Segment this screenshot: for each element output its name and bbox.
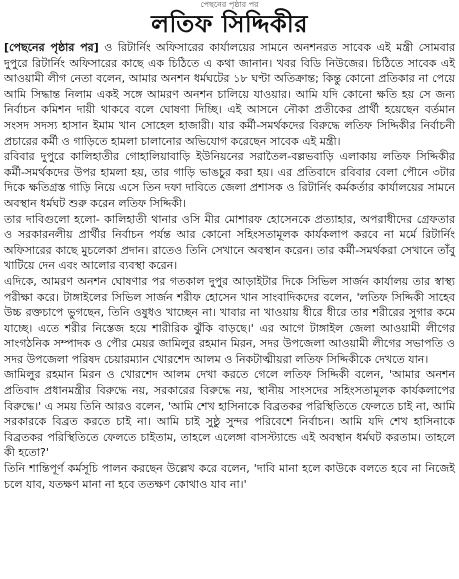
jumpline: [পেছনের পৃষ্ঠার পর] <box>4 41 99 54</box>
article-paragraph-3: তার দাবিগুলো হলো- কালিহাতী থানার ওসি মীর মোশারফ হোসেনকে প্রত্যাহার, অপরাধীদের গ্রেফতার ও সরকারনলীয় প্রার্থীর নির্বাচন পর্যন্ত আর কোনো সহিংসতামূলক কার্যকলাপ করবে না মর্মে রিটার্নিং অফিসারের কাছে মুচলেকা প্রদান। রাতেও তিনি সেখানে অবস্থান করেন। তার কর্মী-সমর্থকরা সেখানে তাঁবু খাটিয়ে দেন এবং আলোর ব্যবস্থা করেন। <box>4 212 455 273</box>
page-title: লতিফ সিদ্দিকীর <box>151 9 308 38</box>
article-paragraph-6: তিনি শান্তিপূর্ণ কর্মসূচি পালন করছেন উল্লেখ করে বলেন, 'দাবি মানা হলে কাউকে বলতে হবে না নিজেই চলে যাব, যতক্ষণ মানা না হবে ততক্ষণ কোথাও যাব না।' <box>4 462 455 491</box>
article-paragraph-4: এদিকে, আমরণ অনশন ঘোষণার পর গতকাল দুপুর আড়াইটার দিকে সিভিল সার্জন কার্যালয় তার স্বাস্থ্য পরীক্ষা করে। টাঙ্গাইলের সিভিল সার্জন শরীফ হোসেন খান সাংবাদিকদের বলেন, 'লতিফ সিদ্দিকী সাহেব উচ্চ রক্তচাপে ভুগছেন, তিনি ওষুধও খাচ্ছেন না। খাবার না খাওয়ায় ধীরে ধীরে তার শরীরের সুগার কমে যাচ্ছে। এতে শরীর নিস্তেজ হয়ে শারীরিক ঝুঁকি বাড়ছে।' এর আগে টাঙ্গাইল জেলা আওয়ামী লীগের সাংগঠনিক সম্পাদক ও পৌর মেয়র জামিলুর রহমান মিরন, সদর উপজেলা আওয়ামী লীগের সভাপতি ও সদর উপজেলা পরিষদ চেয়ারম্যান খোরশেদ আলম ও নিকটাত্মীয়রা লতিফ সিদ্দিকীকে দেখতে যান। <box>4 274 455 366</box>
article-paragraph-2: রবিবার দুপুরে কালিহাতীর গোহালিয়াবাড়ি ইউনিয়নের সরাতৈল-বল্লভবাড়ি এলাকায় লতিফ সিদ্দিকীর কর্মী-সমর্থকদের উপর হামলা হয়, তার গাড়ি ভাঙচুর করা হয়। এর প্রতিবাদে রবিবার বেলা পৌনে ৩টার দিকে ক্ষতিগ্রস্ত গাড়ি নিয়ে এসে তিন দফা দাবিতে জেলা প্রশাসক ও রিটার্নিং কর্মকর্তার কার্যালয়ের সামনে অবস্থান ধর্মঘট শুরু করেন লতিফ সিদ্দিকী। <box>4 150 455 210</box>
article-paragraph-1 <box>4 40 455 149</box>
top-strip-text: পেছনের পৃষ্ঠার পর <box>200 0 259 9</box>
paragraph-text: ও রিটার্নিং অফিসারের কার্যালয়ের সামনে অনশনরত সাবেক এই মন্ত্রী সোমবার দুপুরে রিটার্নিং অফিসারের কাছে এক চিঠিতে এ কথা জানান। খবর বিডি নিউজের। চিঠিতে সাবেক এই আওয়ামী লীগ নেতা বলেন, আমার অনশন ধর্মঘটের ১৮ ঘণ্টা অতিক্রান্ত; কিন্তু কোনো প্রতিকার না পেয়ে আমি সিদ্ধান্ত নিলাম একই সঙ্গে আমরণ অনশন চালিয়ে যাওয়ার। আমি যদি কোনো ক্ষতি হয় সে জন্য নির্বাচন কমিশন দায়ী থাকবে বলে ঘোষণা দিচ্ছি। এই আসনে নৌকা প্রতীকের প্রার্থী হয়েছেন বর্তমান সংসদ সদস্য হাসান ইমাম খান সোহেল হাজারী। যার কর্মী-সমর্থকদের বিরুদ্ধে লতিফ সিদ্দিকীর নির্বাচনী প্রচারের কর্মী ও গাড়িতে হামলা চালানোর অভিযোগ করেছেন সাবেক এই মন্ত্রী। <box>4 41 455 148</box>
article-paragraph-5: জামিলুর রহমান মিরন ও খোরশেদ আলম দেখা করতে গেলে লতিফ সিদ্দিকী বলেন, 'আমার অনশন প্রতিবাদ প্রধানমন্ত্রীর বিরুদ্ধে নয়, সরকারের বিরুদ্ধে নয়, স্থানীয় সাংসদের সহিংসতামূলক কার্যকলাপের বিরুদ্ধে।' এ সময় তিনি আরও বলেন, 'আমি শেখ হাসিনাকে বিব্রতকর পরিস্থিতিতে ফেলতে চাই না, আমি সরকারকে বিব্রত করতে চাই না। আমি চাই সুষ্ঠু সুন্দর পরিবেশে নির্বাচন। আমি যদি শেখ হাসিনাকে বিব্রতকর পরিস্থিতিতে ফেলতে চাইতাম, তাহলে এলেঙ্গা বাসস্ট্যান্ডে এই অবস্থান ধর্মঘট করতাম। তাহলে কী হতো?' <box>4 368 455 460</box>
article-body <box>4 40 455 492</box>
